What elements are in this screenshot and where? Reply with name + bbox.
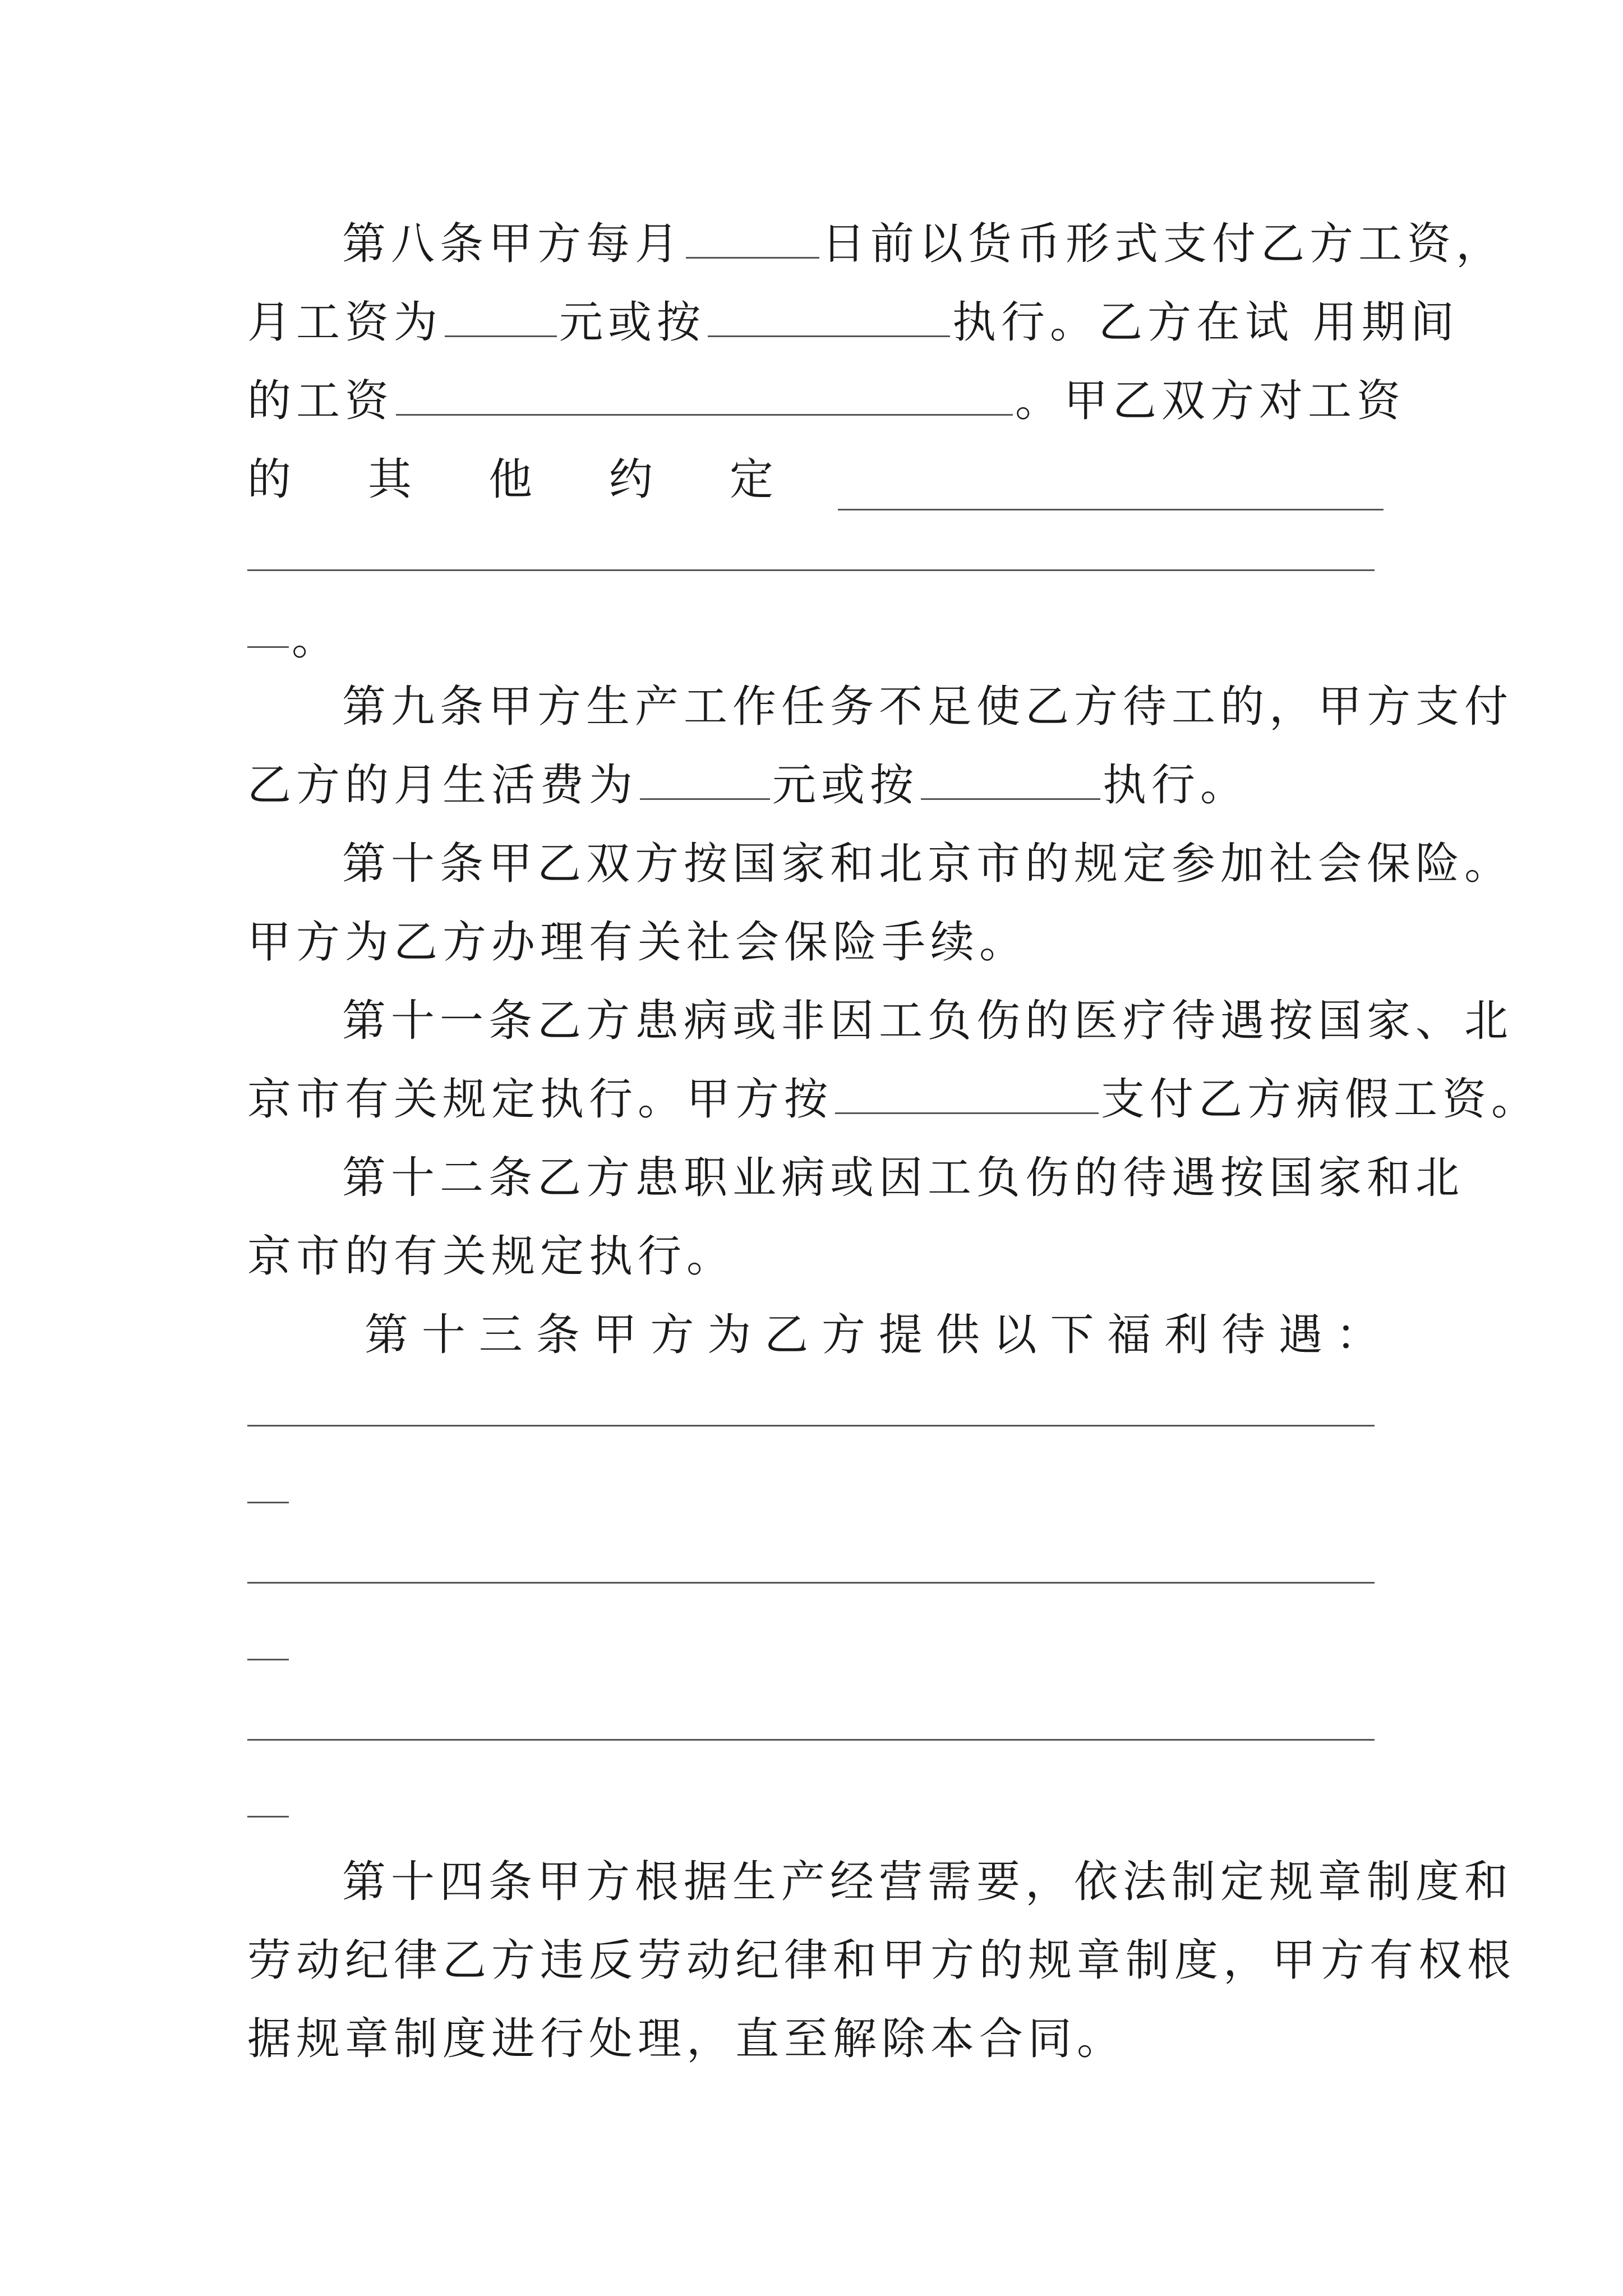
benefits-rule-2-end[interactable] <box>247 1659 289 1660</box>
article-12-line-2 <box>247 1226 1386 1287</box>
article-8-text: 日前以货币形式支付乙方工资， <box>822 219 1505 269</box>
article-13-char: 待 <box>1221 1310 1266 1360</box>
article-8-line-1 <box>342 213 1505 275</box>
benefits-rule-1[interactable] <box>247 1425 1375 1427</box>
article-10-line-2 <box>247 912 1386 973</box>
article-13-char: 福 <box>1107 1310 1151 1360</box>
article-8-text: 。甲乙双方对工资 <box>1015 376 1406 426</box>
living-allowance-blank[interactable] <box>640 758 770 800</box>
article-8-text: 月工资为 <box>247 297 443 348</box>
article-13-char: 为 <box>707 1310 751 1360</box>
article-14-text: 劳动纪律乙方违反劳动纪律和甲方的规章制度，甲方有权根 <box>247 1935 1516 1986</box>
article-14-line-2 <box>247 1930 1516 1991</box>
article-13-char: 方 <box>822 1310 866 1360</box>
article-8-char: 约 <box>609 454 653 505</box>
article-11-line-1 <box>342 990 1514 1052</box>
article-14-line-1 <box>342 1851 1514 1913</box>
article-8-period: 。 <box>292 614 341 665</box>
article-10-text: 甲方为乙方办理有关社会保险手续。 <box>247 917 1029 968</box>
article-13-char: ： <box>1335 1310 1380 1360</box>
article-13-char: 方 <box>650 1310 694 1360</box>
article-8-char: 其 <box>368 454 412 505</box>
article-8-char: 的 <box>247 454 292 505</box>
article-10-line-1 <box>342 833 1514 895</box>
article-13-char: 供 <box>935 1310 980 1360</box>
benefits-rule-1-end[interactable] <box>247 1502 289 1503</box>
article-8-line-4 <box>247 449 1386 510</box>
article-9-line-2 <box>247 754 1386 816</box>
other-salary-terms-rule-end[interactable] <box>247 646 289 648</box>
pay-day-blank[interactable] <box>686 217 819 259</box>
article-14-text: 第十四条甲方根据生产经营需要，依法制定规章制度和 <box>342 1857 1514 1907</box>
article-13-char: 乙 <box>764 1310 809 1360</box>
sick-pay-basis-blank[interactable] <box>835 1072 1099 1114</box>
article-8-line-6 <box>292 609 1430 670</box>
article-13-char: 三 <box>478 1310 523 1360</box>
article-8-line-3 <box>247 370 1406 432</box>
article-12-text: 第十二条乙方患职业病或因工负伤的待遇按国家和北 <box>342 1153 1465 1203</box>
article-9-line-1 <box>342 676 1514 738</box>
article-8-text: 执行。乙方在试 用期间 <box>952 297 1459 348</box>
article-13-char: 利 <box>1164 1310 1209 1360</box>
article-13-char: 条 <box>536 1310 580 1360</box>
article-8-text: 元或按 <box>559 297 706 348</box>
article-9-text: 执行。 <box>1103 760 1249 811</box>
article-9-text: 第九条甲方生产工作任务不足使乙方待工的，甲方支付 <box>342 682 1514 732</box>
benefits-rule-2[interactable] <box>247 1582 1375 1584</box>
article-13-char: 第 <box>365 1310 409 1360</box>
article-13-char: 下 <box>1050 1310 1094 1360</box>
article-14-text: 据规章制度进行处理，直至解除本合同。 <box>247 2014 1126 2064</box>
article-13-char: 以 <box>993 1310 1037 1360</box>
article-9-text: 乙方的月生活费为 <box>247 760 638 811</box>
article-8-char: 定 <box>730 454 774 505</box>
monthly-salary-blank[interactable] <box>445 295 557 337</box>
benefits-rule-3-end[interactable] <box>247 1816 289 1818</box>
article-11-line-2 <box>247 1069 1541 1130</box>
article-10-text: 第十条甲乙双方按国家和北京市的规定参加社会保险。 <box>342 839 1514 889</box>
article-12-text: 京市的有关规定执行。 <box>247 1231 736 1282</box>
article-9-text: 元或按 <box>772 760 919 811</box>
article-13-line-1 <box>365 1304 1380 1366</box>
article-13-char: 提 <box>878 1310 923 1360</box>
article-8-text: 第八条甲方每月 <box>342 219 684 269</box>
salary-basis-blank[interactable] <box>708 295 950 337</box>
living-allowance-basis-blank[interactable] <box>921 758 1100 800</box>
article-8-text: 的工资 <box>247 376 394 426</box>
article-13-char: 遇 <box>1279 1310 1323 1360</box>
benefits-rule-3[interactable] <box>247 1739 1375 1741</box>
probation-salary-blank[interactable] <box>396 374 1013 416</box>
article-11-text: 支付乙方病假工资。 <box>1101 1074 1541 1125</box>
other-salary-terms-rule[interactable] <box>247 569 1375 571</box>
other-salary-terms-blank[interactable] <box>838 468 1384 510</box>
article-11-text: 第十一条乙方患病或非因工负伤的医疗待遇按国家、北 <box>342 996 1514 1046</box>
article-11-text: 京市有关规定执行。甲方按 <box>247 1074 833 1125</box>
article-8-line-2 <box>247 292 1459 353</box>
article-13-char: 十 <box>421 1310 465 1360</box>
article-8-char: 他 <box>488 454 533 505</box>
article-14-line-3 <box>247 2008 1386 2070</box>
article-12-line-1 <box>342 1147 1481 1209</box>
article-13-char: 甲 <box>593 1310 637 1360</box>
